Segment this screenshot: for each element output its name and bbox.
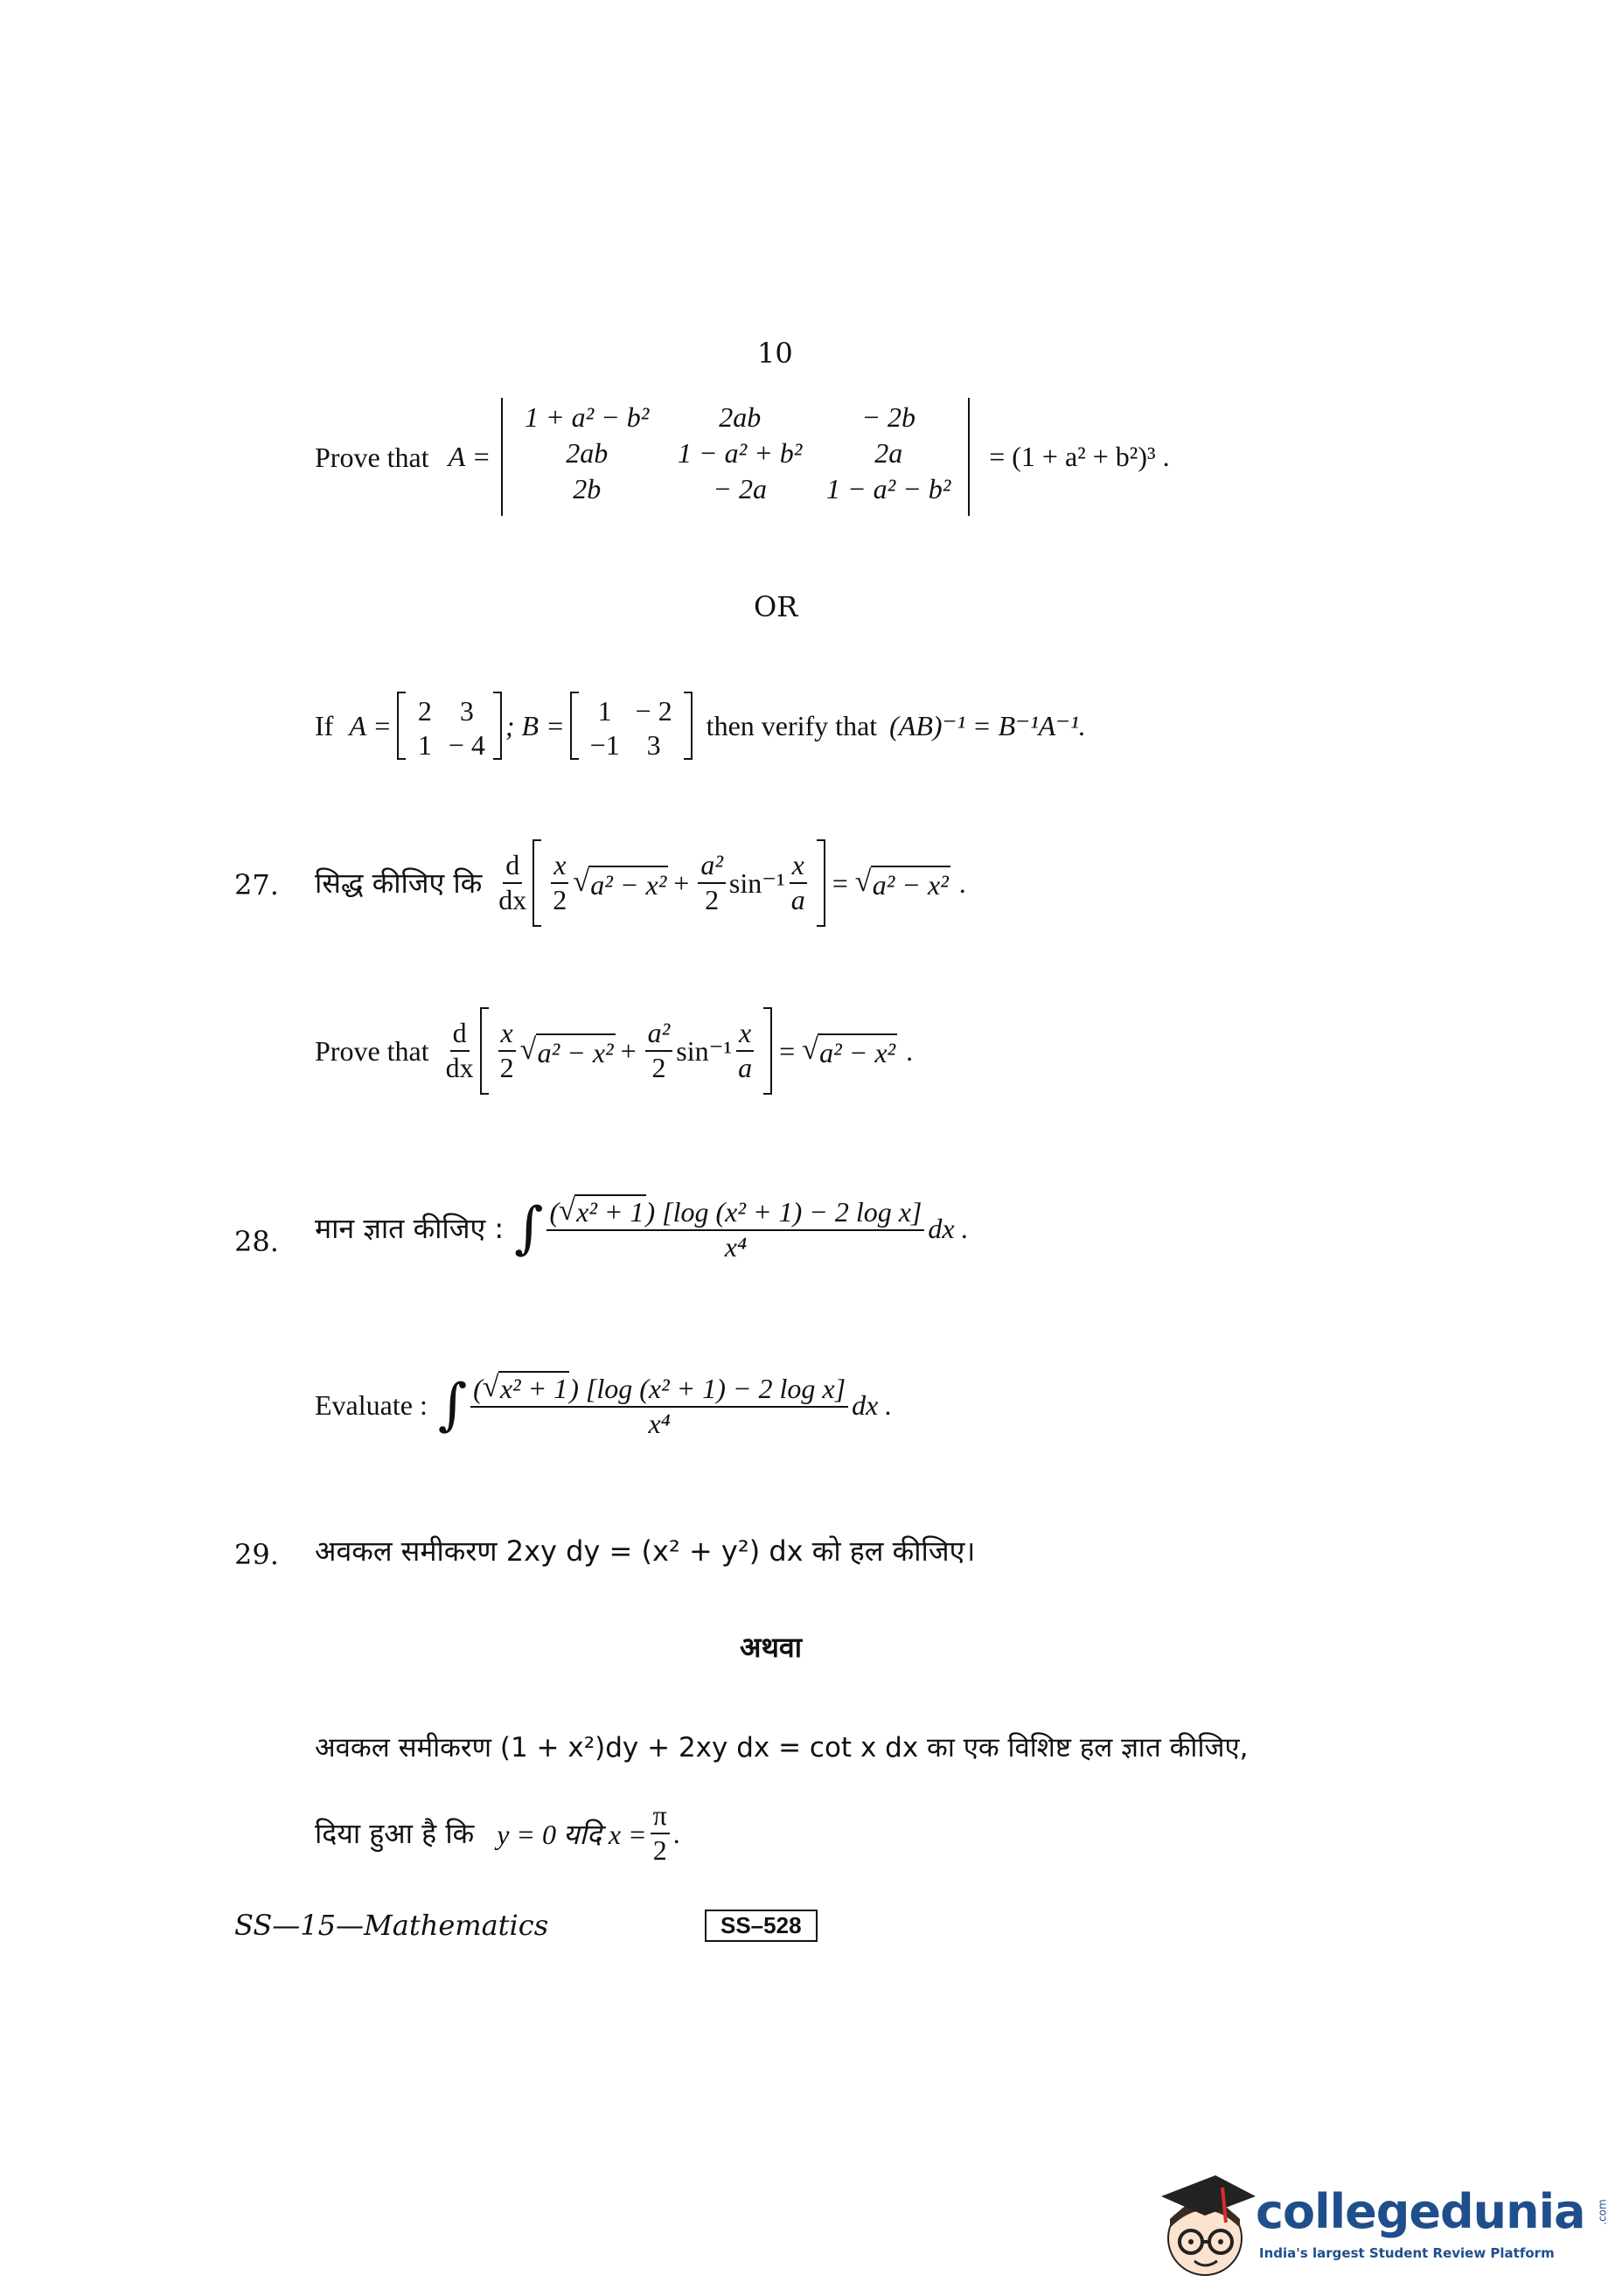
det-cell: 2a	[874, 437, 903, 469]
dx-end: dx .	[852, 1388, 893, 1421]
two-label: 2	[651, 1052, 666, 1083]
sqrt-rhs: √ a² − x²	[854, 865, 949, 901]
a2-label: a²	[698, 851, 726, 884]
q26-lhs: A =	[448, 441, 491, 472]
dx-label: dx	[498, 884, 527, 915]
equals-sign: =	[832, 866, 848, 899]
logo-tagline: India's largest Student Review Platform	[1259, 2245, 1555, 2261]
matrix-a-cell: 3	[459, 695, 474, 727]
det-cell: 2ab	[719, 401, 762, 433]
numerator-log: log (x² + 1) − 2 log x	[596, 1373, 835, 1405]
footer-left: SS—15—Mathematics	[234, 1909, 549, 1942]
det-cell: 1 + a² − b²	[525, 401, 650, 433]
x-label: x	[498, 1019, 516, 1052]
matrix-b-cell: − 2	[635, 695, 672, 727]
matrix-b	[570, 692, 693, 760]
det-cell: − 2a	[713, 473, 767, 504]
x-label: x	[736, 1019, 754, 1052]
sin-inverse: sin⁻¹	[728, 867, 785, 899]
q27-bracket-expr: $\frac{x}{2}$ √ a² − x² + $\frac{\text{a²}}{2}$ sin⁻¹ $\frac{x}{a}$	[480, 1007, 772, 1095]
det-cell: − 2b	[861, 401, 915, 433]
numerator-sqrt: x² + 1	[576, 1196, 644, 1228]
q28-fraction: ( √ x² + 1) [log (x² + 1) − 2 log x] x⁴	[470, 1371, 848, 1438]
det-cell: 2b	[573, 473, 602, 504]
q29-hindi-line2: अवकल समीकरण (1 + x²)dy + 2xy dx = cot x dx का एक विशिष्ट हल ज्ञात कीजिए,	[315, 1732, 1249, 1764]
q29-hindi-line: अवकल समीकरण 2xy dy = (x² + y²) dx को हल कीजिए।	[315, 1534, 976, 1568]
q28-hindi-prefix: मान ज्ञात कीजिए :	[315, 1212, 505, 1245]
matrix-a-cell: 1	[417, 729, 432, 761]
dx-label: dx	[445, 1052, 474, 1083]
q26-rhs: = (1 + a² + b²)³ .	[989, 441, 1170, 472]
q26-determinant	[499, 398, 971, 516]
matrix-b-cell: −1	[589, 729, 620, 761]
alt-formula: (AB)⁻¹ = B⁻¹A⁻¹.	[889, 710, 1086, 741]
collegedunia-logo	[1152, 2158, 1609, 2289]
q27-bracket-expr: $\frac{x}{2}$ √ a² − x² + $\frac{\text{a²}}{2}$ sin⁻¹ $\frac{x}{a}$	[533, 839, 825, 927]
q28-english-line	[315, 1348, 892, 1462]
q27-hindi-prefix: सिद्ध कीजिए कि	[315, 866, 483, 900]
q26-prove-label: Prove that	[315, 441, 429, 473]
matrix-a-cell: − 4	[448, 729, 485, 761]
alt-a-label: A =	[349, 709, 392, 741]
denominator: x⁴	[724, 1231, 748, 1263]
alt-if: If	[315, 710, 334, 741]
det-cell: 1 − a² − b²	[826, 473, 951, 504]
det-cell: 1 − a² + b²	[678, 437, 803, 469]
d-label: d	[450, 1019, 470, 1052]
x-label: x	[551, 851, 568, 884]
x-label: x	[790, 851, 807, 884]
two-label: 2	[499, 1052, 514, 1083]
footer-code-badge: SS–528	[705, 1910, 818, 1942]
period: .	[672, 1817, 680, 1849]
sqrt-rhs: √ a² − x²	[802, 1033, 896, 1068]
period: .	[958, 866, 966, 899]
two-label: 2	[553, 884, 567, 915]
a-label: a	[738, 1052, 753, 1083]
q27-english-line	[315, 1007, 913, 1095]
pi-label: π	[651, 1801, 670, 1834]
logo-suffix: .com	[1596, 2199, 1609, 2225]
sqrt-term: √ a² − x²	[519, 1033, 614, 1068]
period: .	[906, 1034, 914, 1067]
athva-label: अथवा	[740, 1631, 802, 1664]
det-cell: 2ab	[566, 437, 609, 469]
q28-number: 28.	[234, 1225, 279, 1258]
matrix-a-cell: 2	[417, 695, 432, 727]
given-condition: y = 0 यदि x =	[497, 1818, 647, 1850]
numerator-sqrt: x² + 1	[499, 1373, 568, 1405]
logo-brand: collegedunia	[1256, 2184, 1585, 2239]
q29-number: 29.	[234, 1538, 279, 1571]
d-label: d	[503, 851, 522, 884]
equals-sign: =	[779, 1034, 796, 1067]
mascot-icon	[1152, 2158, 1259, 2289]
two-label: 2	[652, 1834, 667, 1866]
sqrt-term: √ a² − x²	[573, 865, 667, 901]
q28-hindi-line	[315, 1172, 969, 1285]
q29-given-line	[315, 1796, 680, 1871]
dx-end: dx .	[928, 1212, 969, 1244]
page-number: 10	[757, 337, 793, 370]
or-label: OR	[754, 590, 798, 623]
matrix-b-cell: 3	[646, 729, 661, 761]
matrix-b-cell: 1	[597, 695, 612, 727]
matrix-a	[397, 692, 502, 760]
alt-text: then verify that	[706, 710, 878, 741]
denominator: x⁴	[648, 1408, 671, 1439]
q26-determinant-line	[315, 398, 1170, 516]
a2-label: a²	[645, 1019, 673, 1052]
integral-sign: ∫	[514, 1196, 544, 1261]
q26-alt-line	[315, 691, 1086, 761]
q27-number: 27.	[234, 868, 279, 901]
given-prefix: दिया हुआ है कि	[315, 1817, 475, 1850]
numerator-log: log (x² + 1) − 2 log x	[672, 1196, 911, 1228]
q28-english-prefix: Evaluate :	[315, 1389, 428, 1421]
alt-b-label: ; B =	[505, 709, 565, 741]
q27-hindi-line	[315, 839, 966, 927]
q28-fraction: ( √ x² + 1) [log (x² + 1) − 2 log x] x⁴	[546, 1194, 924, 1262]
two-label: 2	[705, 884, 720, 915]
a-label: a	[790, 884, 805, 915]
q27-english-prefix: Prove that	[315, 1035, 429, 1067]
sin-inverse: sin⁻¹	[676, 1035, 733, 1067]
integral-sign: ∫	[437, 1373, 468, 1437]
